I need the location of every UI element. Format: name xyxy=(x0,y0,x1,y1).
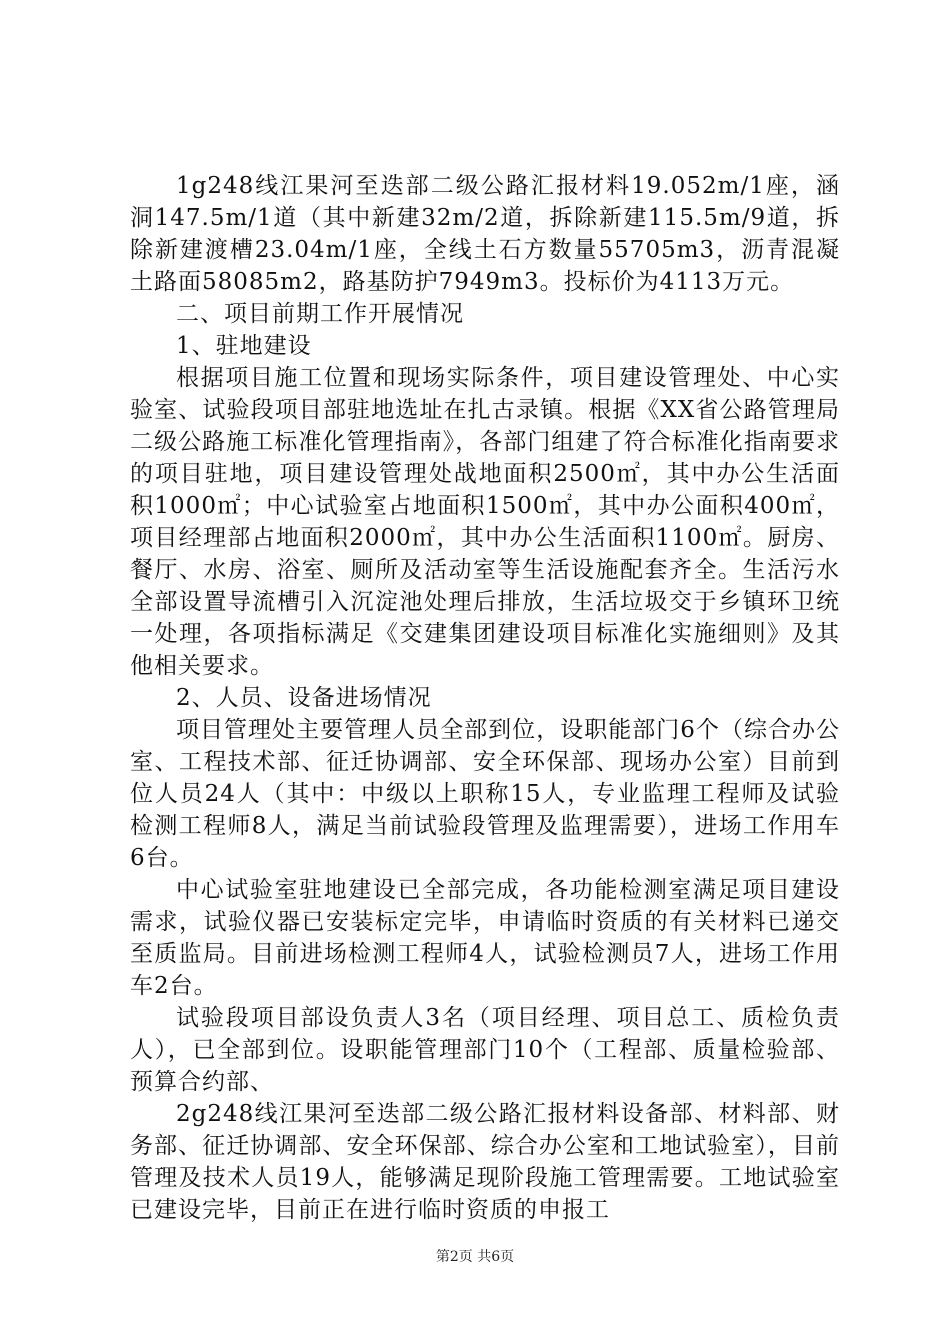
subheading-personnel-equipment: 2、人员、设备进场情况 xyxy=(176,685,432,711)
page-number-footer: 第2页 共6页 xyxy=(435,1249,515,1265)
paragraph-management-office: 项目管理处主要管理人员全部到位，设职能部门6个（综合办公室、工程技术部、征迁协调部、安全环保部、现场办公室）目前到位人员24人（其中：中级以上职称15人，专业监理工程师及试验检测工程师8人，满足当前试验段管理及监理需要），进场工作用车6台。 xyxy=(130,717,840,871)
paragraph-site-construction: 根据项目施工位置和现场实际条件，项目建设管理处、中心实验室、试验段项目部驻地选址在扎古录镇。根据《XX省公路管理局二级公路施工标准化管理指南》，各部门组建了符合标准化指南要求的项目驻地，项目建设管理处战地面积2500㎡，其中办公生活面积1000㎡；中心试验室占地面积1500㎡，其中办公面积400㎡，项目经理部占地面积2000㎡，其中办公生活面积1100㎡。厨房、餐厅、水房、浴室、厕所及活动室等生活设施配套齐全。生活污水全部设置导流槽引入沉淀池处理后排放，生活垃圾交于乡镇环卫统一处理，各项指标满足《交建集团建设项目标准化实施细则》及其他相关要求。 xyxy=(130,365,840,679)
paragraph-central-lab: 中心试验室驻地建设已全部完成，各功能检测室满足项目建设需求，试验仪器已安装标定完毕，申请临时资质的有关材料已递交至质监局。目前进场检测工程师4人，试验检测员7人，进场工作用车2台。 xyxy=(130,877,840,999)
paragraph-departments-continued: 2g248线江果河至迭部二级公路汇报材料设备部、材料部、财务部、征迁协调部、安全环保部、综合办公室和工地试验室），目前管理及技术人员19人，能够满足现阶段施工管理需要。工地试验室已建设完毕，目前正在进行临时资质的申报工 xyxy=(130,1101,840,1223)
document-body xyxy=(130,170,840,1226)
paragraph-project-scale: 1g248线江果河至迭部二级公路汇报材料19.052m/1座，涵洞147.5m/1道（其中新建32m/2道，拆除新建115.5m/9道，拆除新建渡槽23.04m/1座，全线土石方数量55705m3，沥青混凝土路面58085m2，路基防护7949m3。投标价为4113万元。 xyxy=(130,173,840,295)
section-heading-preliminary-work: 二、项目前期工作开展情况 xyxy=(176,301,464,327)
subheading-site-construction: 1、驻地建设 xyxy=(176,333,312,359)
paragraph-trial-section: 试验段项目部设负责人3名（项目经理、项目总工、质检负责人），已全部到位。设职能管理部门10个（工程部、质量检验部、预算合约部、 xyxy=(130,1005,840,1095)
